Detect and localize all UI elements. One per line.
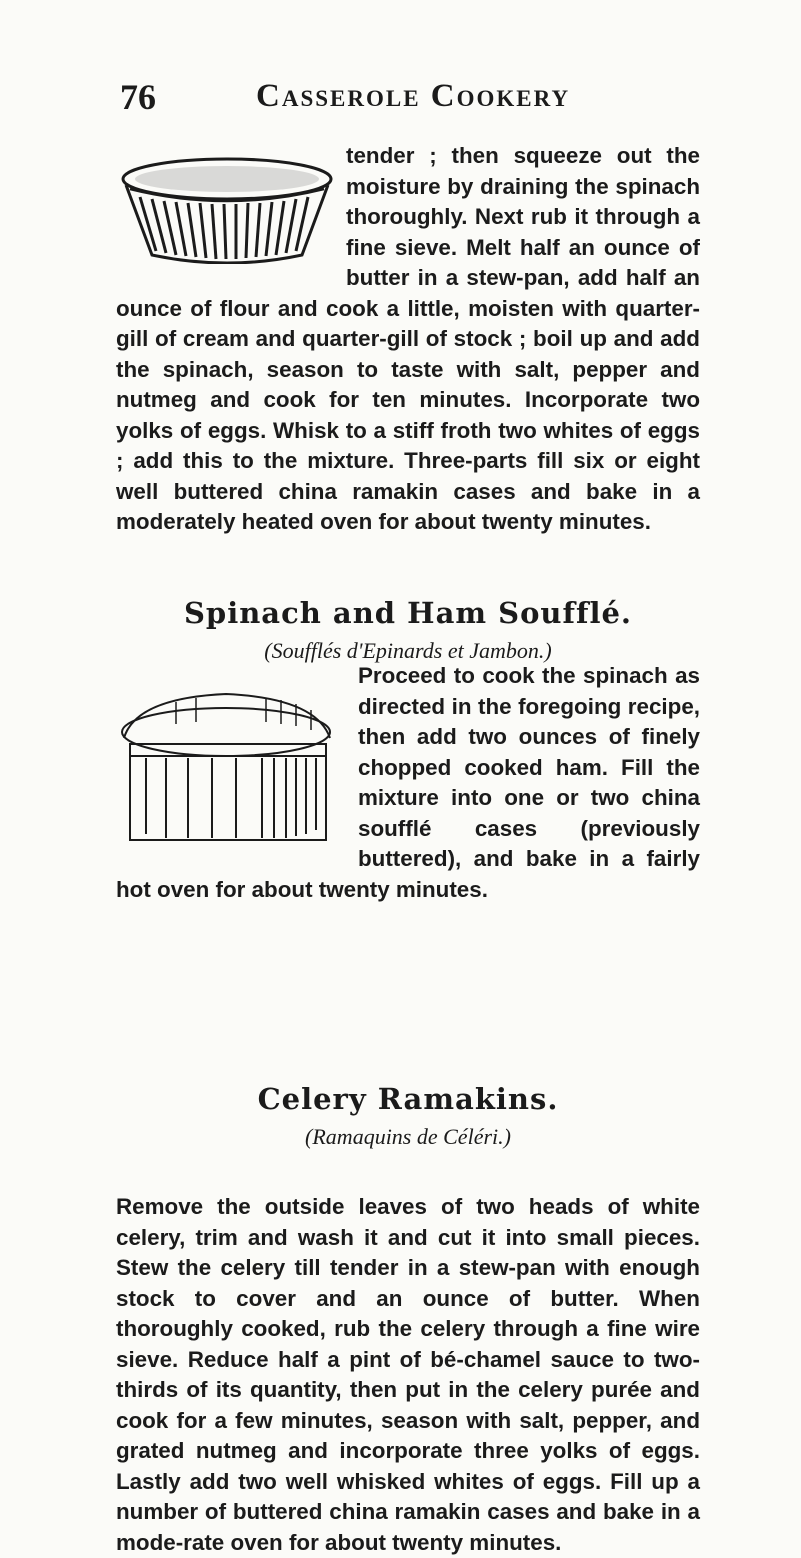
recipe-paragraph-continued bbox=[116, 141, 700, 538]
paragraph-text: Proceed to cook the spinach as directed in the foregoing recipe, then add two ounces of finely chopped cooked ham. Fill the mixture into one or two china soufflé cases (previously buttered), and bake in a fairly hot oven for about twenty minutes. bbox=[116, 663, 700, 902]
paragraph-text: tender ; then squeeze out the moisture by draining the spinach thoroughly. Next rub it through a fine sieve. Melt half an ounce of butter in a stew-pan, add half an ounce of flour and cook a little, moisten with quarter-gill of cream and quarter-gill of stock ; boil up and add the spinach, season to taste with salt, pepper and nutmeg and cook for ten minutes. Incorporate two yolks of eggs. Whisk to a stiff froth two whites of eggs ; add this to the mixture. Three-parts fill six or eight well buttered china ramakin cases and bake in a moderately heated oven for about twenty minutes. bbox=[116, 143, 700, 534]
recipe-title-spinach-ham-souffle: Spinach and Ham Soufflé. bbox=[183, 596, 633, 630]
recipe-title-celery-ramakins: Celery Ramakins. bbox=[257, 1082, 559, 1116]
recipe-paragraph-celery bbox=[116, 1192, 700, 1558]
souffle-case-dish-icon bbox=[116, 668, 348, 850]
book-title: Casserole Cookery bbox=[256, 78, 571, 114]
fluted-ramekin-dish-icon bbox=[116, 141, 338, 264]
running-head bbox=[120, 76, 720, 126]
page-number: 76 bbox=[120, 77, 156, 117]
paragraph-text: Remove the outside leaves of two heads of white celery, trim and wash it and cut it into small pieces. Stew the celery till tender in a stew-pan with enough stock to cover and an ounce of butter. When thoroughly cooked, rub the celery through a fine wire sieve. Reduce half a pint of bé-chamel sauce to two-thirds of its quantity, then put in the celery purée and cook for a few minutes, season with salt, pepper, and grated nutmeg and incorporate three yolks of eggs. Lastly add two well whisked whites of eggs. Fill up a number of buttered china ramakin cases and bake in a mode-rate oven for about twenty minutes. bbox=[116, 1194, 700, 1555]
recipe-paragraph-spinach-ham bbox=[116, 661, 700, 905]
recipe-subtitle-french: (Ramaquins de Céléri.) bbox=[305, 1124, 511, 1149]
recipe-subtitle-french: (Soufflés d'Epinards et Jambon.) bbox=[264, 638, 552, 663]
